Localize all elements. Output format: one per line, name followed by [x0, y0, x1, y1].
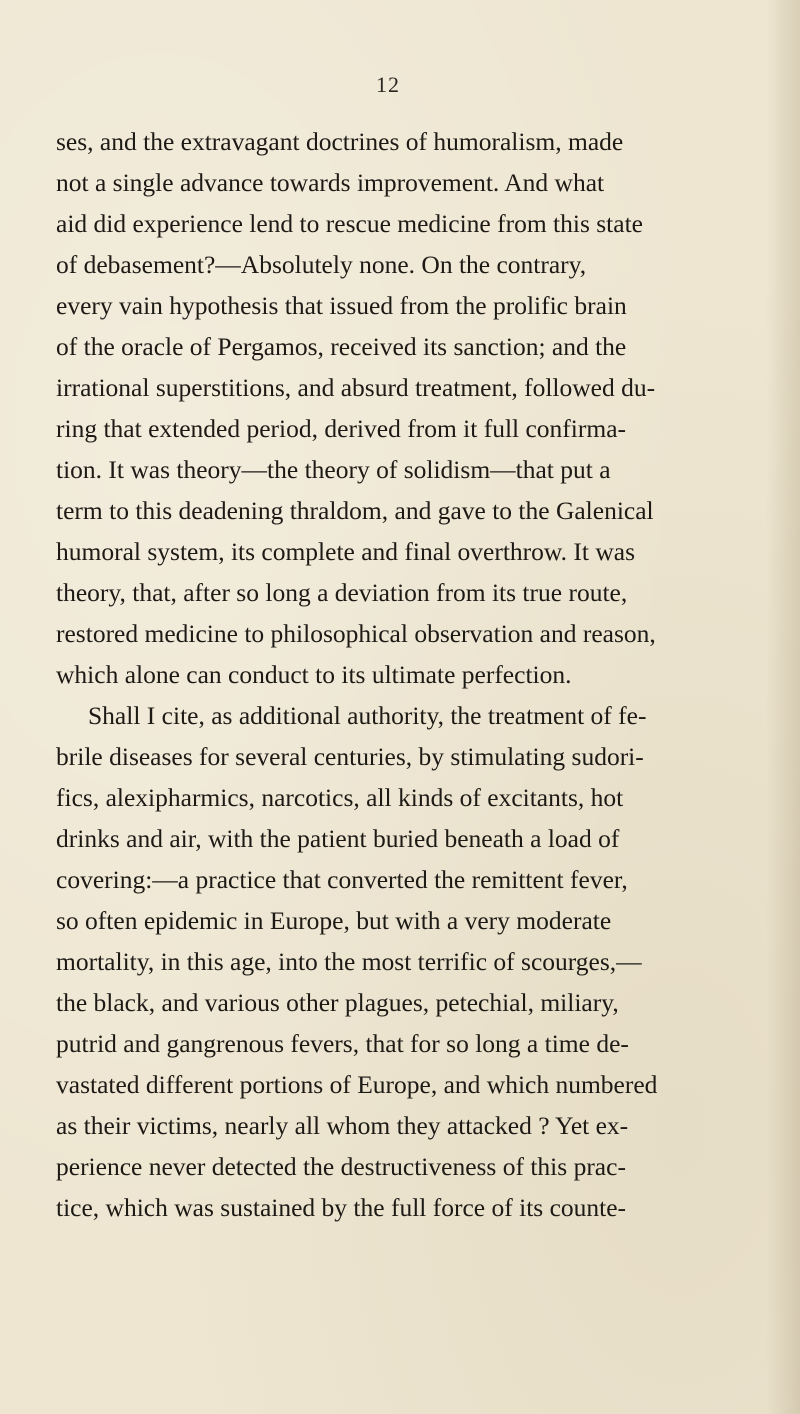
text-line: putrid and gangrenous fevers, that for so long a time de-: [56, 1029, 629, 1058]
text-line: fics, alexipharmics, narcotics, all kinds of excitants, hot: [56, 783, 624, 812]
text-line: term to this deadening thraldom, and gave to the Galenical: [56, 496, 654, 525]
text-line: the black, and various other plagues, petechial, miliary,: [56, 988, 619, 1017]
text-line: covering:—a practice that converted the remittent fever,: [56, 865, 628, 894]
text-line: restored medicine to philosophical observation and reason,: [56, 619, 656, 648]
page-number: 12: [376, 72, 400, 97]
text-line: perience never detected the destructiveness of this prac-: [56, 1152, 626, 1181]
text-line: tion. It was theory—the theory of solidism—that put a: [56, 455, 611, 484]
text-line: of debasement?—Absolutely none. On the contrary,: [56, 250, 587, 279]
text-line: every vain hypothesis that issued from the prolific brain: [56, 291, 627, 320]
text-line: Shall I cite, as additional authority, the treatment of fe-: [88, 701, 647, 730]
text-line: ring that extended period, derived from it full confirma-: [56, 414, 627, 443]
text-line: brile diseases for several centuries, by stimulating sudori-: [56, 742, 644, 771]
text-line: humoral system, its complete and final overthrow. It was: [56, 537, 636, 566]
text-line: which alone can conduct to its ultimate perfection.: [56, 660, 572, 689]
text-line: aid did experience lend to rescue medicine from this state: [56, 209, 643, 238]
text-line: ses, and the extravagant doctrines of humoralism, made: [56, 127, 624, 156]
text-line: as their victims, nearly all whom they attacked ? Yet ex-: [56, 1111, 629, 1140]
text-line: irrational superstitions, and absurd treatment, followed du-: [56, 373, 656, 402]
text-line: tice, which was sustained by the full force of its counte-: [56, 1193, 627, 1222]
text-line: mortality, in this age, into the most terrific of scourges,—: [56, 947, 642, 976]
text-line: not a single advance towards improvement. And what: [56, 168, 605, 197]
text-line: drinks and air, with the patient buried beneath a load of: [56, 824, 620, 853]
page-edge-shadow: [766, 0, 800, 1414]
text-line: vastated different portions of Europe, and which numbered: [56, 1070, 658, 1099]
text-line: of the oracle of Pergamos, received its sanction; and the: [56, 332, 627, 361]
text-line: so often epidemic in Europe, but with a very moderate: [56, 906, 612, 935]
text-line: theory, that, after so long a deviation from its true route,: [56, 578, 628, 607]
